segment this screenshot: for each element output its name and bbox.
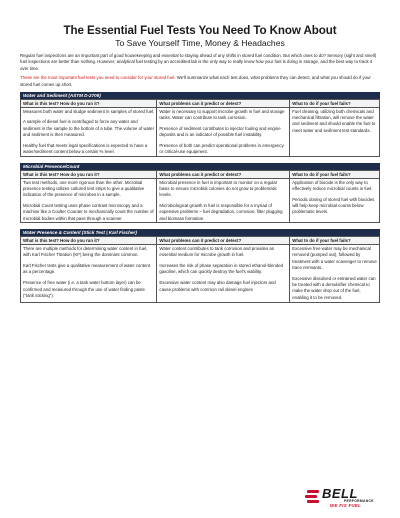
table-row [21, 245, 380, 302]
cell-paragraph: Increases the risk of phase separation in stored ethanol-blended gasoline, which can quickly destroy the fuel’s viability. [159, 263, 284, 275]
column-header-problems: What problems can it predict or detect? [157, 237, 290, 245]
cell-paragraph: Excessive water content may also damage fuel injectors and cause problems with common rail diesel engines [159, 280, 276, 292]
page-title: The Essential Fuel Tests You Need To Know About [63, 24, 337, 37]
cell-paragraph: Excessive dissolved or entrained water can be treated with a demulsifier chemical to make the water drop out of the fuel, enabling it to be removed. [292, 275, 376, 300]
cell-paragraph: Fuel cleaning, utilizing both chemicals and mechanical filtration, will remove the water and sediment and should enable the fuel to meet water and sediment test standards. [292, 108, 376, 133]
cell-paragraph: Water is necessary to support microbe growth in fuel and storage tanks. Water can contribute to tank corrosion. [159, 108, 285, 120]
table-row [21, 108, 380, 157]
cell-paragraph: Microbial presence in fuel is important to monitor on a regular basis to ensure microbial colonies do not grow to problematic levels. [159, 179, 278, 198]
column-header-problems: What problems can it predict or detect? [157, 171, 290, 179]
cell-paragraph: Two test methods, one more rigorous than the other. Microbial presence testing utilizes cultured test strips to give a qualitative indication of the presence of microbes in a sample. [23, 179, 145, 198]
cell-paragraph: Healthy fuel that meets legal specifications is expected to have a water/sediment content below a certain % level. [23, 142, 148, 155]
section-table [20, 99, 380, 157]
cell-todo [290, 108, 380, 157]
intro-paragraph: Regular fuel inspections are an important part of good housekeeping and essential to staying ahead of any shifts in stored fuel condition. But which ones to do? Sensory (sight and smell) fuel inspections are better than nothing. However, analytical fuel testing by an accredited lab is the only way to really know how your fuel is doing in storage, and the best way to track it over time. [20, 53, 377, 71]
cell-problems [157, 108, 290, 157]
cell-todo [290, 179, 380, 223]
cell-what [21, 245, 157, 302]
page-subtitle: To Save Yourself Time, Money & Headaches [115, 38, 285, 48]
cell-paragraph: Microbiological growth in fuel is responsible for a myriad of expensive problems – fuel degradation, corrosion, filter plugging and biomass formation [159, 202, 283, 221]
cell-paragraph: Microbial Count testing uses phase contrast microscopy and a machine like a Coulter Counter to mechanically count the number of microbial bodies within that pass through a scanner. [23, 202, 154, 221]
bell-performance-logo [304, 487, 386, 509]
fuel-test-sections [20, 92, 380, 303]
cell-paragraph: Presence of free water (i.e. a tank water bottom layer) can be confirmed and measured through the use of water finding paste (“tank sticking”). [23, 280, 145, 298]
intro-highlight-red: These are the most important fuel tests you need to consider for your stored fuel. [20, 75, 176, 81]
intro-highlight [20, 75, 380, 88]
test-section [20, 92, 380, 157]
column-header-what: What is this test? How do you run it? [21, 171, 157, 179]
section-header: Microbial Presence/Count [20, 163, 380, 170]
cell-paragraph: Periodic dosing of stored fuel with biocides will help keep microbial counts below problematic levels. [292, 196, 375, 215]
column-header-what: What is this test? How do you run it? [21, 100, 157, 108]
cell-paragraph: Presence of sediment contributes to injector fouling and engine deposits and is an indicator of possible fuel instability. [159, 125, 281, 138]
logo-wordmark: BELL [322, 486, 358, 501]
column-header-todo: What to do if your fuel fails? [290, 237, 380, 245]
column-header-what: What is this test? How do you run it? [21, 237, 157, 245]
cell-todo [290, 245, 380, 302]
column-header-problems: What problems can it predict or detect? [157, 100, 290, 108]
cell-paragraph: Karl Fischer tests give a qualitative measurement of water content as a percentage. [23, 263, 150, 275]
section-header: Water Presence & Content (Stick Test | Karl Fischer) [20, 229, 380, 236]
cell-problems [157, 179, 290, 223]
test-section [20, 229, 380, 302]
cell-paragraph: Application of biocide is the only way to effectively reduce microbial counts in fuel. [292, 179, 373, 191]
cell-paragraph: Water content contributes to tank corrosion and provides an essential medium for microbe growth in fuel. [159, 246, 275, 258]
section-table [20, 170, 380, 223]
section-table [20, 236, 380, 302]
logo-tagline: WE FIX FUEL [330, 503, 362, 508]
cell-paragraph: A sample of diesel fuel is centrifuged to force any water and sediment in the sample to the bottom of a tube. The volume of water and sediment is then measured. [23, 119, 155, 138]
intro-highlight-rest: We'll summarize what each test does, what problems they can detect, and what you should do if your stored fuel comes up short. [20, 75, 371, 87]
logo-performance: PERFORMANCE [344, 499, 374, 503]
cell-paragraph: Measures both water and sludge sediment in samples of stored fuel. [23, 108, 155, 114]
cell-what [21, 108, 157, 157]
column-header-todo: What to do if your fuel fails? [290, 100, 380, 108]
table-row [21, 179, 380, 223]
cell-paragraph: Excessive free water may be mechanical removed (pumped out), followed by treatment with a water scavenger to remove trace remnants. [292, 246, 377, 270]
cell-paragraph: Presence of both can predict operational problems in emergency or critical-use equipment. [159, 142, 284, 155]
cell-what [21, 179, 157, 223]
section-header: Water and Sediment (ASTM D-2709) [20, 92, 380, 99]
test-section [20, 163, 380, 223]
cell-problems [157, 245, 290, 302]
cell-paragraph: There are multiple methods for determining water content in fuel, with Karl Fischer Titration (KF) being the dominant common. [23, 246, 148, 258]
column-header-todo: What to do if your fuel fails? [290, 171, 380, 179]
bell-logo-icon [304, 488, 320, 508]
